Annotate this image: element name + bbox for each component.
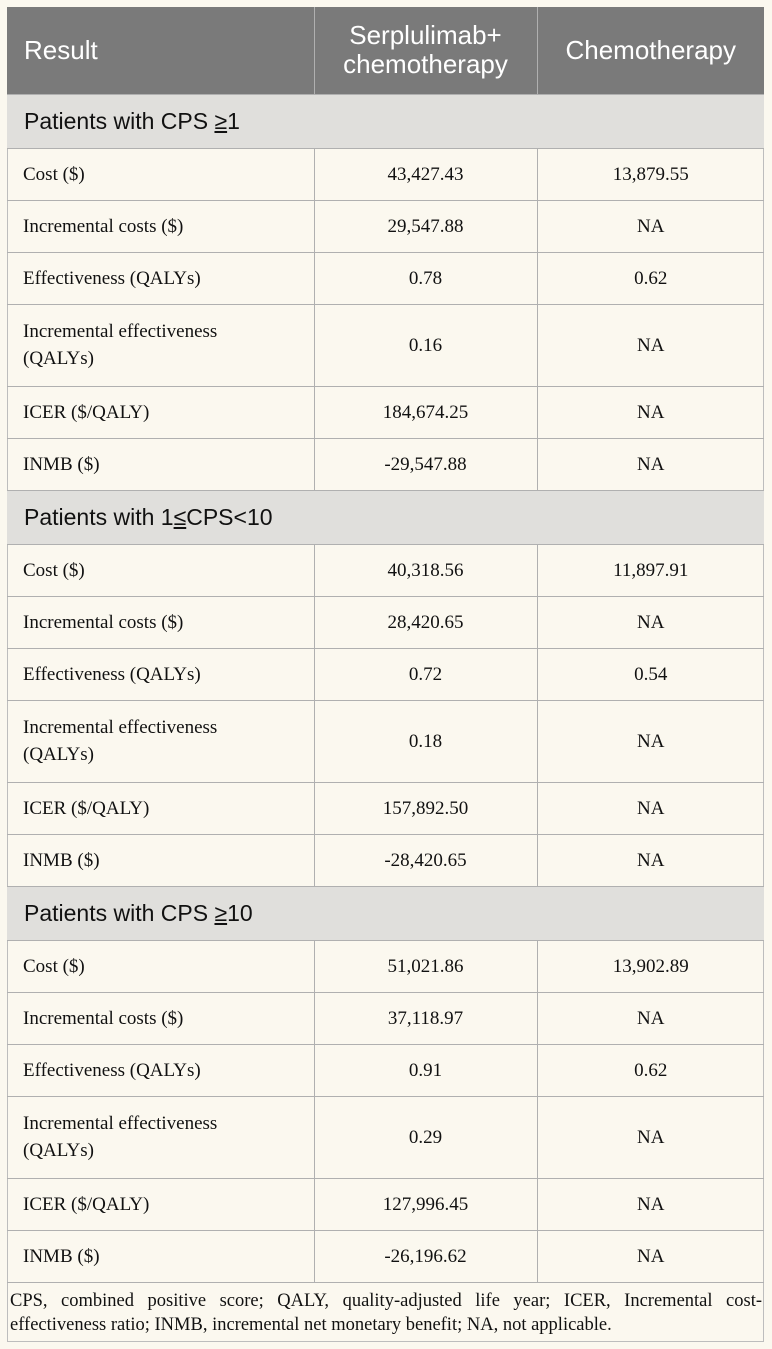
serplulimab-value: -29,547.88 bbox=[314, 438, 537, 490]
row-label: INMB ($) bbox=[7, 1230, 314, 1282]
table-row bbox=[7, 596, 764, 648]
section-title bbox=[7, 94, 764, 148]
chemotherapy-value: 0.54 bbox=[537, 648, 764, 700]
row-label-line1: Incremental effectiveness bbox=[23, 321, 218, 342]
table-row bbox=[7, 648, 764, 700]
row-label: Effectiveness (QALYs) bbox=[7, 648, 314, 700]
row-label: Effectiveness (QALYs) bbox=[7, 1044, 314, 1096]
table-row bbox=[7, 992, 764, 1044]
row-label bbox=[7, 700, 314, 782]
chemotherapy-value: 13,879.55 bbox=[537, 148, 764, 200]
table-footnote: CPS, combined positive score; QALY, quality-adjusted life year; ICER, Incremental cost-effectiveness ratio; INMB, incremental net monetary benefit; NA, not applicable. bbox=[10, 1291, 762, 1335]
section-cps-ge-10 bbox=[7, 886, 764, 1282]
row-label: Cost ($) bbox=[7, 148, 314, 200]
table-row bbox=[7, 438, 764, 490]
row-label: INMB ($) bbox=[7, 834, 314, 886]
header-serplulimab-line1: Serplulimab+ bbox=[349, 20, 502, 51]
chemotherapy-value: NA bbox=[537, 992, 764, 1044]
row-label: Incremental costs ($) bbox=[7, 992, 314, 1044]
row-label: ICER ($/QALY) bbox=[7, 782, 314, 834]
row-label: ICER ($/QALY) bbox=[7, 1178, 314, 1230]
table-row bbox=[7, 148, 764, 200]
header-result: Result bbox=[7, 7, 314, 94]
table-row bbox=[7, 544, 764, 596]
chemotherapy-value: NA bbox=[537, 596, 764, 648]
table-row bbox=[7, 782, 764, 834]
chemotherapy-value: NA bbox=[537, 438, 764, 490]
table-row bbox=[7, 252, 764, 304]
row-label-line1: Incremental effectiveness bbox=[23, 717, 218, 738]
row-label: Incremental costs ($) bbox=[7, 596, 314, 648]
chemotherapy-value: NA bbox=[537, 700, 764, 782]
serplulimab-value: 0.18 bbox=[314, 700, 537, 782]
chemotherapy-value: 0.62 bbox=[537, 252, 764, 304]
chemotherapy-value: 11,897.91 bbox=[537, 544, 764, 596]
section-header bbox=[7, 886, 764, 940]
chemotherapy-value: 0.62 bbox=[537, 1044, 764, 1096]
header-serplulimab bbox=[314, 7, 537, 94]
serplulimab-value: 51,021.86 bbox=[314, 940, 537, 992]
serplulimab-value: 127,996.45 bbox=[314, 1178, 537, 1230]
serplulimab-value: 184,674.25 bbox=[314, 386, 537, 438]
row-label: Cost ($) bbox=[7, 544, 314, 596]
serplulimab-value: 43,427.43 bbox=[314, 148, 537, 200]
row-label: Effectiveness (QALYs) bbox=[7, 252, 314, 304]
row-label: ICER ($/QALY) bbox=[7, 386, 314, 438]
serplulimab-value: -28,420.65 bbox=[314, 834, 537, 886]
section-title-suffix: 1 bbox=[227, 107, 240, 134]
row-label: Incremental costs ($) bbox=[7, 200, 314, 252]
header-serplulimab-line2: chemotherapy bbox=[343, 49, 508, 80]
chemotherapy-value: NA bbox=[537, 1230, 764, 1282]
chemotherapy-value: NA bbox=[537, 304, 764, 386]
section-title-prefix: Patients with 1 bbox=[24, 503, 174, 530]
chemotherapy-value: NA bbox=[537, 386, 764, 438]
row-label-line1: Incremental effectiveness bbox=[23, 1113, 218, 1134]
table-row bbox=[7, 940, 764, 992]
serplulimab-value: 37,118.97 bbox=[314, 992, 537, 1044]
chemotherapy-value: 13,902.89 bbox=[537, 940, 764, 992]
header-chemotherapy: Chemotherapy bbox=[537, 7, 764, 94]
row-label-line2: (QALYs) bbox=[23, 1140, 94, 1161]
header-row bbox=[7, 7, 764, 94]
table-row bbox=[7, 386, 764, 438]
serplulimab-value: 28,420.65 bbox=[314, 596, 537, 648]
table-row bbox=[7, 700, 764, 782]
table-row bbox=[7, 834, 764, 886]
serplulimab-value: -26,196.62 bbox=[314, 1230, 537, 1282]
table-row bbox=[7, 1230, 764, 1282]
serplulimab-value: 0.91 bbox=[314, 1044, 537, 1096]
table-row bbox=[7, 304, 764, 386]
results-table bbox=[7, 7, 764, 1283]
section-title bbox=[7, 490, 764, 544]
chemotherapy-value: NA bbox=[537, 200, 764, 252]
row-label-line2: (QALYs) bbox=[23, 348, 94, 369]
serplulimab-value: 157,892.50 bbox=[314, 782, 537, 834]
serplulimab-value: 29,547.88 bbox=[314, 200, 537, 252]
chemotherapy-value: NA bbox=[537, 1178, 764, 1230]
table-row bbox=[7, 1096, 764, 1178]
section-title-suffix: 10 bbox=[227, 899, 253, 926]
section-cps-1-to-10 bbox=[7, 490, 764, 886]
serplulimab-value: 40,318.56 bbox=[314, 544, 537, 596]
section-cps-ge-1 bbox=[7, 94, 764, 490]
row-label bbox=[7, 304, 314, 386]
serplulimab-value: 0.16 bbox=[314, 304, 537, 386]
row-label: Cost ($) bbox=[7, 940, 314, 992]
chemotherapy-value: NA bbox=[537, 834, 764, 886]
serplulimab-value: 0.29 bbox=[314, 1096, 537, 1178]
section-title bbox=[7, 886, 764, 940]
table-row bbox=[7, 1044, 764, 1096]
chemotherapy-value: NA bbox=[537, 1096, 764, 1178]
section-title-symbol: ≤ bbox=[173, 503, 187, 530]
section-title-suffix: CPS<10 bbox=[186, 503, 273, 530]
serplulimab-value: 0.72 bbox=[314, 648, 537, 700]
row-label: INMB ($) bbox=[7, 438, 314, 490]
row-label bbox=[7, 1096, 314, 1178]
section-title-prefix: Patients with CPS bbox=[24, 899, 215, 926]
section-title-symbol: ≥ bbox=[214, 107, 228, 134]
section-title-symbol: ≥ bbox=[214, 899, 228, 926]
table-row bbox=[7, 200, 764, 252]
section-header bbox=[7, 94, 764, 148]
section-header bbox=[7, 490, 764, 544]
serplulimab-value: 0.78 bbox=[314, 252, 537, 304]
chemotherapy-value: NA bbox=[537, 782, 764, 834]
table-row bbox=[7, 1178, 764, 1230]
row-label-line2: (QALYs) bbox=[23, 744, 94, 765]
section-title-prefix: Patients with CPS bbox=[24, 107, 215, 134]
